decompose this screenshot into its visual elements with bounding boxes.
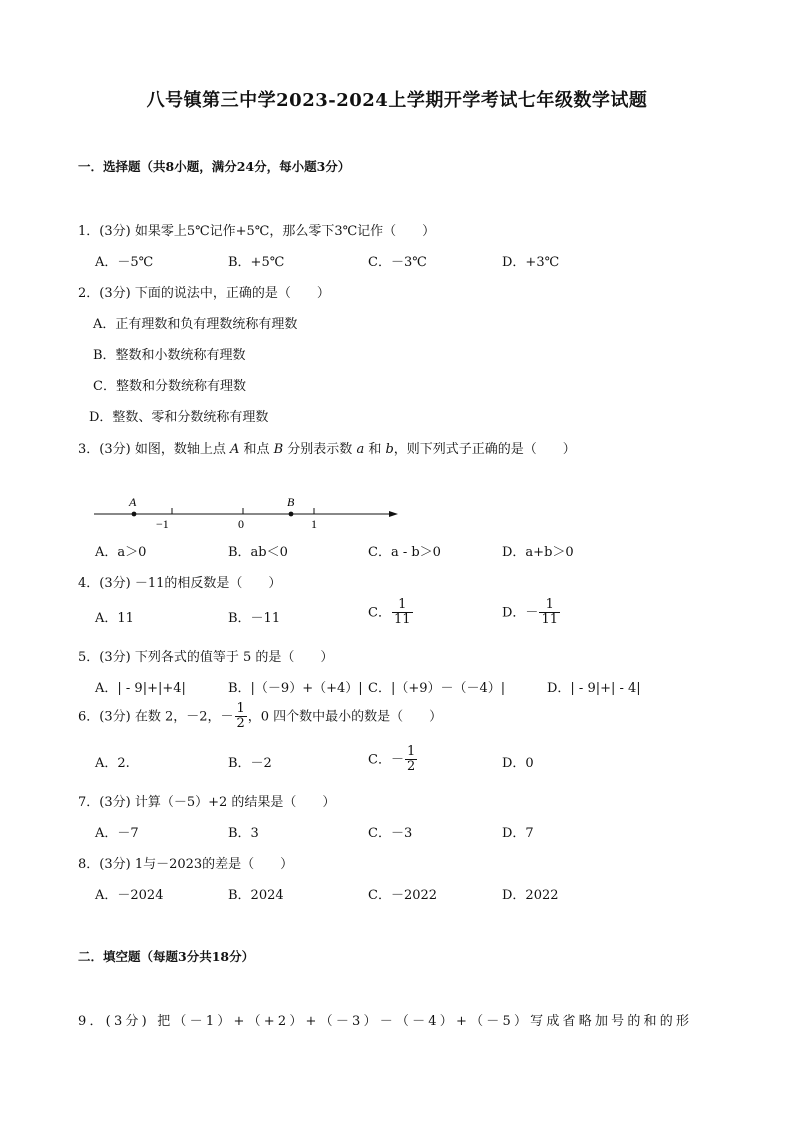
question-2-option-a[interactable]: A．正有理数和负有理数统称有理数 xyxy=(93,317,298,332)
fraction-denominator: 2 xyxy=(406,759,416,775)
question-7-option-c[interactable]: C．－3 xyxy=(368,826,413,841)
question-4-options xyxy=(95,598,715,638)
question-2-option-c[interactable]: C．整数和分数统称有理数 xyxy=(93,379,246,394)
question-4-option-c-prefix: C． xyxy=(368,605,391,621)
fraction-numerator: 1 xyxy=(539,598,560,613)
point-b-dot xyxy=(289,512,294,517)
question-1-options xyxy=(95,251,715,271)
var-b: b xyxy=(385,442,394,457)
question-2-option-b[interactable]: B．整数和小数统称有理数 xyxy=(93,348,246,363)
question-3-options xyxy=(95,541,715,561)
question-3-stem-post: ，则下列式子正确的是（ ） xyxy=(393,442,576,457)
question-6-option-c-prefix: C．－ xyxy=(368,752,404,768)
fraction-denominator: 2 xyxy=(236,716,245,732)
question-4-option-d[interactable] xyxy=(502,598,561,628)
question-7-stem: 7．(3分) 计算（－5）+2 的结果是（ ） xyxy=(78,795,336,810)
fraction-numerator: 1 xyxy=(406,744,416,759)
section-heading-choice: 一．选择题（共8小题，满分24分，每小题3分） xyxy=(78,159,351,174)
question-7-option-b[interactable]: B．3 xyxy=(228,826,259,841)
axis-label-1: 1 xyxy=(311,517,317,531)
question-7-option-a[interactable]: A．－7 xyxy=(95,826,139,841)
question-7-options xyxy=(95,822,715,842)
question-1-option-c[interactable]: C．－3℃ xyxy=(368,255,427,270)
question-6-option-c[interactable] xyxy=(368,745,418,775)
question-3-stem-mid1: 和点 xyxy=(239,442,274,457)
question-5-option-b[interactable]: B．|（－9）+（+4）| xyxy=(228,681,363,696)
question-9-stem: 9．(3分) 把（－1）+（+2）+（－3）－（－4）+（－5）写成省略加号的和的形 xyxy=(78,1014,693,1029)
question-5-option-a[interactable]: A．| - 9|+|+4| xyxy=(95,681,186,696)
var-a: a xyxy=(356,442,365,457)
question-6-option-b[interactable]: B．－2 xyxy=(228,756,272,771)
number-line-figure xyxy=(92,490,412,534)
question-5-options xyxy=(95,677,715,697)
question-6-stem-pre: 6．(3分) 在数 2，－2，－ xyxy=(78,709,234,725)
question-4-option-c[interactable] xyxy=(368,598,414,628)
question-1-stem: 1．(3分) 如果零上5℃记作+5℃，那么零下3℃记作（ ） xyxy=(78,224,436,239)
question-3-and: 和 xyxy=(364,442,386,457)
question-1-option-d[interactable]: D．+3℃ xyxy=(502,255,560,270)
question-2-stem: 2．(3分) 下面的说法中，正确的是（ ） xyxy=(78,286,330,301)
question-7-option-d[interactable]: D．7 xyxy=(502,826,534,841)
axis-label-a: A xyxy=(129,495,137,509)
question-4-option-a[interactable]: A．11 xyxy=(95,611,134,626)
section-heading-fill-blank: 二．填空题（每题3分共18分） xyxy=(78,949,255,964)
fraction-neg-1-over-11 xyxy=(539,598,560,628)
axis-label-b: B xyxy=(287,495,295,509)
fraction-denominator: 11 xyxy=(541,612,558,628)
question-6-options xyxy=(95,745,715,785)
question-8-options xyxy=(95,884,715,904)
question-5-stem: 5．(3分) 下列各式的值等于 5 的是（ ） xyxy=(78,650,334,665)
page-title: 八号镇第三中学2023-2024上学期开学考试七年级数学试题 xyxy=(146,90,648,111)
axis-label-0: 0 xyxy=(238,517,244,531)
question-6-option-a[interactable]: A．2. xyxy=(95,756,130,771)
question-8-stem: 8．(3分) 1与－2023的差是（ ） xyxy=(78,857,294,872)
question-8-option-b[interactable]: B．2024 xyxy=(228,888,284,903)
fraction-numerator: 1 xyxy=(236,701,245,716)
question-8-option-d[interactable]: D．2022 xyxy=(502,888,559,903)
point-b-label: B xyxy=(273,442,284,457)
question-3-option-b[interactable]: B．ab＜0 xyxy=(228,545,288,560)
fraction-1-over-2 xyxy=(235,702,247,732)
fraction-denominator: 11 xyxy=(393,612,411,628)
question-6-stem xyxy=(78,702,442,732)
question-4-option-d-prefix: D．－ xyxy=(502,605,539,621)
question-3-option-a[interactable]: A．a＞0 xyxy=(95,545,147,560)
point-a-label: A xyxy=(229,442,240,457)
fraction-neg-1-over-2 xyxy=(405,745,417,775)
fraction-numerator: 1 xyxy=(392,598,413,613)
question-4-option-b[interactable]: B．－11 xyxy=(228,611,281,626)
question-8-option-a[interactable]: A．－2024 xyxy=(95,888,164,903)
question-1-option-b[interactable]: B．+5℃ xyxy=(228,255,285,270)
question-1-option-a[interactable]: A．－5℃ xyxy=(95,255,154,270)
question-3-stem-pre: 3．(3分) 如图，数轴上点 xyxy=(78,442,230,457)
fraction-1-over-11 xyxy=(392,598,413,628)
question-4-stem: 4．(3分) －11的相反数是（ ） xyxy=(78,576,282,591)
question-5-option-c[interactable]: C．|（+9）－（－4）| xyxy=(368,681,506,696)
point-a-dot xyxy=(132,512,137,517)
question-8-option-c[interactable]: C．－2022 xyxy=(368,888,438,903)
question-6-stem-post: ，0 四个数中最小的数是（ ） xyxy=(247,709,443,725)
axis-label-minus-1: −1 xyxy=(156,517,169,531)
question-3-stem xyxy=(78,438,576,457)
question-3-option-d[interactable]: D．a+b＞0 xyxy=(502,545,574,560)
question-3-option-c[interactable]: C．a - b＞0 xyxy=(368,545,441,560)
question-3-stem-mid2: 分别表示数 xyxy=(283,442,357,457)
question-2-option-d[interactable]: D．整数、零和分数统称有理数 xyxy=(89,410,269,425)
question-6-option-d[interactable]: D．0 xyxy=(502,756,534,771)
question-5-option-d[interactable]: D．| - 9|+| - 4| xyxy=(547,681,641,696)
number-line-arrow-icon xyxy=(389,511,398,517)
